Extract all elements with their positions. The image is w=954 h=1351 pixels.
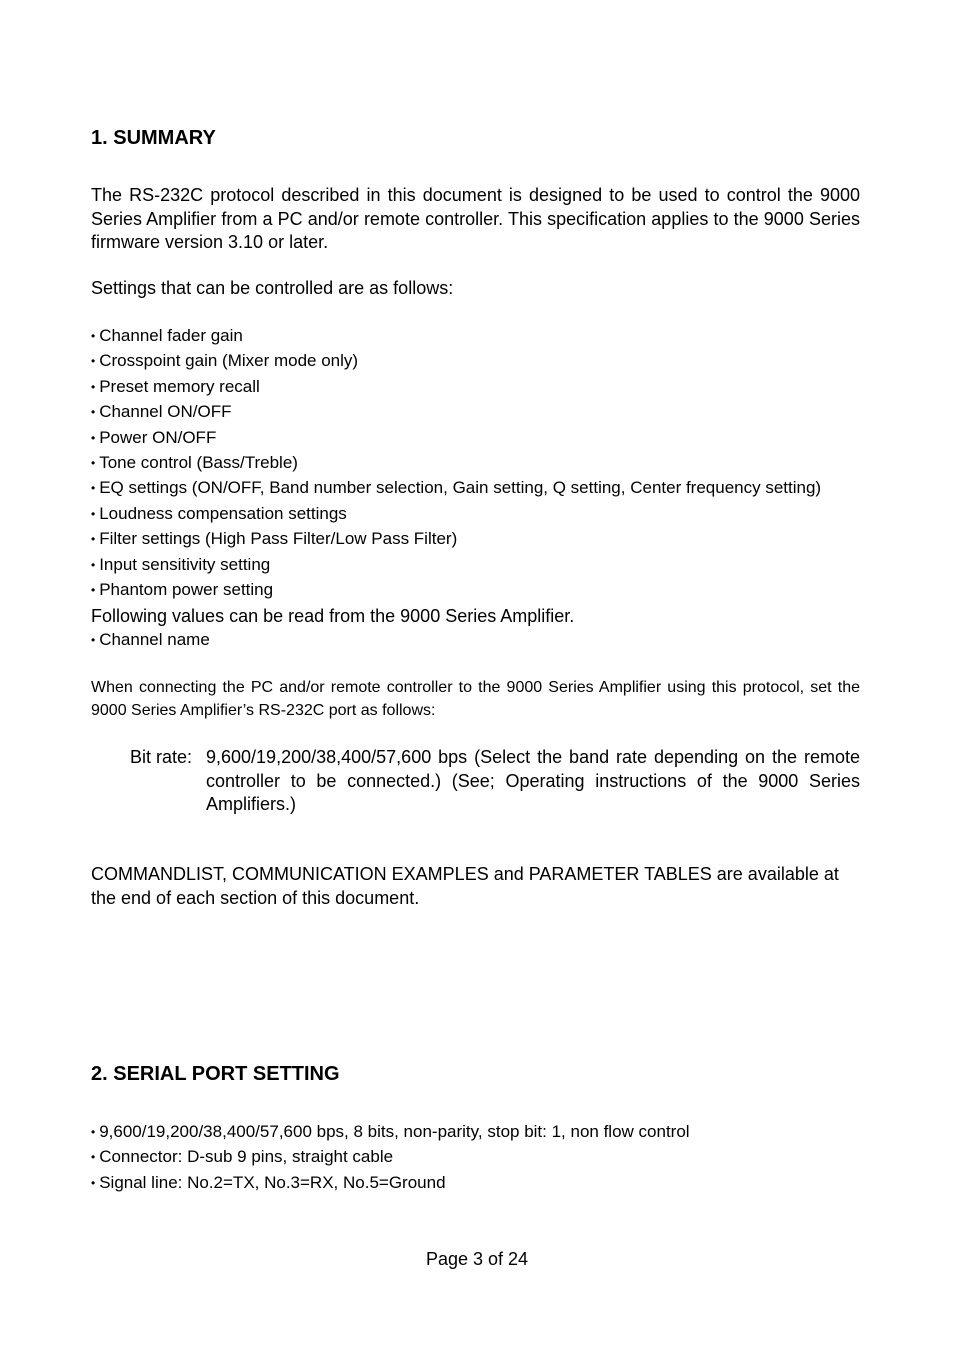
list-item: • Signal line: No.2=TX, No.3=RX, No.5=Ground — [91, 1171, 871, 1196]
list-item: • Input sensitivity setting — [91, 553, 871, 578]
serial-settings-list — [91, 1120, 871, 1196]
bit-rate-block — [130, 746, 860, 817]
page-number: Page 3 of 24 — [425, 1249, 529, 1269]
list-item: • Channel fader gain — [91, 324, 871, 349]
readable-list — [91, 628, 871, 653]
list-item: • Connector: D-sub 9 pins, straight cable — [91, 1145, 871, 1170]
list-item: • Tone control (Bass/Treble) — [91, 451, 871, 476]
serial-heading: 2. SERIAL PORT SETTING — [91, 1063, 340, 1085]
list-item: • Crosspoint gain (Mixer mode only) — [91, 349, 871, 374]
list-item: • 9,600/19,200/38,400/57,600 bps, 8 bits, non-parity, stop bit: 1, non flow control — [91, 1120, 871, 1145]
command-note: COMMANDLIST, COMMUNICATION EXAMPLES and PARAMETER TABLES are available at the end of each section of this document. — [91, 864, 839, 908]
summary-intro: The RS-232C protocol described in this document is designed to be used to control the 9000 Series Amplifier from a PC and/or remote controller. This specification applies to the 9000 Series firmware version 3.10 or later. — [91, 185, 860, 252]
list-item: • Loudness compensation settings — [91, 502, 871, 527]
bit-rate-value: 9,600/19,200/38,400/57,600 bps (Select the band rate depending on the remote controller to be connected.) (See; Operating instructions of the 9000 Series Amplifiers.) — [206, 747, 860, 814]
summary-heading: 1. SUMMARY — [91, 127, 216, 149]
list-item: • Channel name — [91, 628, 871, 653]
list-item: • Preset memory recall — [91, 375, 871, 400]
settings-list — [91, 324, 871, 603]
list-item: • Filter settings (High Pass Filter/Low Pass Filter) — [91, 527, 871, 552]
connection-note: When connecting the PC and/or remote controller to the 9000 Series Amplifier using this protocol, set the 9000 Series Amplifier’s RS-232C port as follows: — [91, 679, 860, 719]
list-item: • Power ON/OFF — [91, 426, 871, 451]
list-item: • EQ settings (ON/OFF, Band number selection, Gain setting, Q setting, Center frequency setting) — [91, 476, 871, 501]
settings-intro: Settings that can be controlled are as follows: — [91, 278, 454, 298]
readable-intro: Following values can be read from the 9000 Series Amplifier. — [91, 606, 575, 626]
bit-rate-label: Bit rate: — [130, 747, 193, 767]
list-item: • Channel ON/OFF — [91, 400, 871, 425]
list-item: • Phantom power setting — [91, 578, 871, 603]
